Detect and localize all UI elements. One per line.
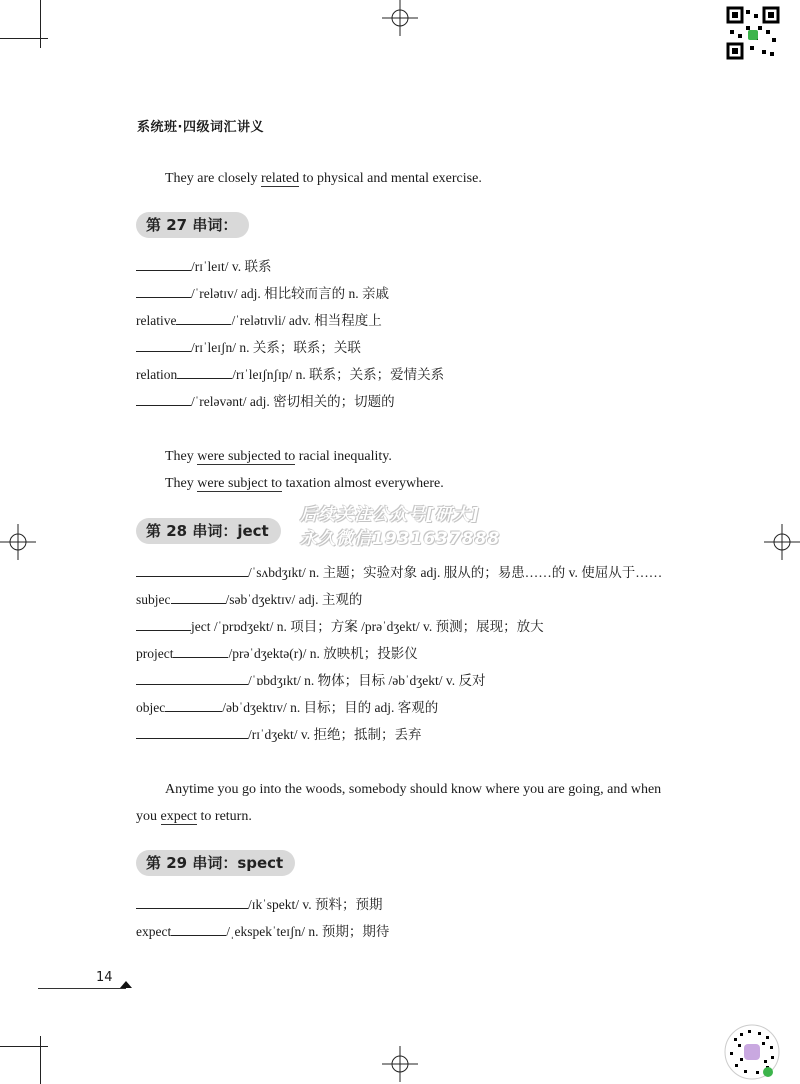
section-heading-27: 第 27 串词： — [136, 212, 249, 238]
fill-blank — [136, 618, 191, 631]
vocab-entry: objec /əbˈdʒektɪv/ n. 目标；目的 adj. 客观的 — [136, 700, 439, 715]
fill-blank — [136, 285, 191, 298]
fill-blank — [136, 896, 248, 909]
fill-blank — [176, 312, 231, 325]
fill-blank — [171, 591, 226, 604]
vocab-entry: relative /ˈrelətɪvli/ adv. 相当程度上 — [136, 313, 382, 328]
vocab-entry: /rɪˈleɪʃn/ n. 关系；联系；关联 — [136, 339, 361, 357]
fill-blank — [136, 339, 191, 352]
page-number: 14 — [96, 970, 113, 985]
registration-mark-top — [382, 0, 418, 36]
registration-mark-left — [0, 524, 36, 560]
watermark-line-1: 后续关注公众号[研大] — [300, 505, 480, 525]
crop-mark — [40, 1036, 41, 1084]
vocab-entry: subjec /səbˈdʒektɪv/ adj. 主观的 — [136, 592, 363, 607]
vocab-entry: ject /ˈprɒdʒekt/ n. 项目；方案 /prəˈdʒekt/ v. 预测；展现；放大 — [136, 618, 544, 636]
crop-mark — [40, 0, 41, 48]
vocab-entry: /rɪˈdʒekt/ v. 拒绝；抵制；丢弃 — [136, 726, 421, 744]
example-sentence-line-2: you expect to return. — [136, 809, 252, 824]
qr-code-icon — [726, 6, 780, 60]
vocab-entry: /ˈreləvənt/ adj. 密切相关的；切题的 — [136, 393, 395, 411]
mini-program-code-icon — [724, 1024, 780, 1080]
fill-blank — [136, 258, 191, 271]
section-heading-28: 第 28 串词：ject — [136, 518, 281, 544]
example-sentence: They are closely related to physical and mental exercise. — [165, 171, 482, 186]
vocab-entry: /rɪˈleɪt/ v. 联系 — [136, 258, 272, 276]
example-sentence-line-1: Anytime you go into the woods, somebody should know where you are going, and when — [165, 782, 662, 797]
vocab-entry: /ˈrelətɪv/ adj. 相比较而言的 n. 亲戚 — [136, 285, 389, 303]
fill-blank — [136, 672, 248, 685]
underlined-phrase: were subjected to — [197, 449, 296, 464]
vocab-entry: /ɪkˈspekt/ v. 预料；预期 — [136, 896, 383, 914]
fill-blank — [136, 564, 248, 577]
footer-rule — [38, 988, 126, 989]
fill-blank — [136, 393, 191, 406]
section-heading-29: 第 29 串词：spect — [136, 850, 295, 876]
underlined-phrase: related — [261, 171, 300, 186]
underlined-phrase: expect — [160, 809, 198, 824]
vocab-entry: /ˈsʌbdʒɪkt/ n. 主题；实验对象 adj. 服从的；易患……的 v. 使屈从于…… — [136, 564, 662, 582]
crop-mark — [0, 38, 48, 39]
running-head-title: 系统班·四级词汇讲义 — [137, 120, 264, 135]
fill-blank — [171, 923, 226, 936]
vocab-entry: /ˈɒbdʒɪkt/ n. 物体；目标 /əbˈdʒekt/ v. 反对 — [136, 672, 486, 690]
crop-mark — [0, 1046, 48, 1047]
vocab-entry: relation /rɪˈleɪʃnʃɪp/ n. 联系；关系；爱情关系 — [136, 367, 445, 382]
triangle-marker-icon — [120, 981, 132, 988]
vocab-entry: expect /ˌekspekˈteɪʃn/ n. 预期；期待 — [136, 924, 390, 939]
vocab-entry: project /prəˈdʒektə(r)/ n. 放映机；投影仪 — [136, 646, 418, 661]
example-sentence: They were subjected to racial inequality. — [165, 449, 392, 464]
registration-mark-right — [764, 524, 800, 560]
example-sentence: They were subject to taxation almost everywhere. — [165, 476, 444, 491]
fill-blank — [165, 699, 222, 712]
underlined-phrase: were subject to — [197, 476, 283, 491]
watermark-line-2: 永久微信1931637888 — [300, 529, 501, 549]
fill-blank — [177, 366, 232, 379]
fill-blank — [136, 726, 248, 739]
fill-blank — [173, 645, 228, 658]
registration-mark-bottom — [382, 1046, 418, 1082]
